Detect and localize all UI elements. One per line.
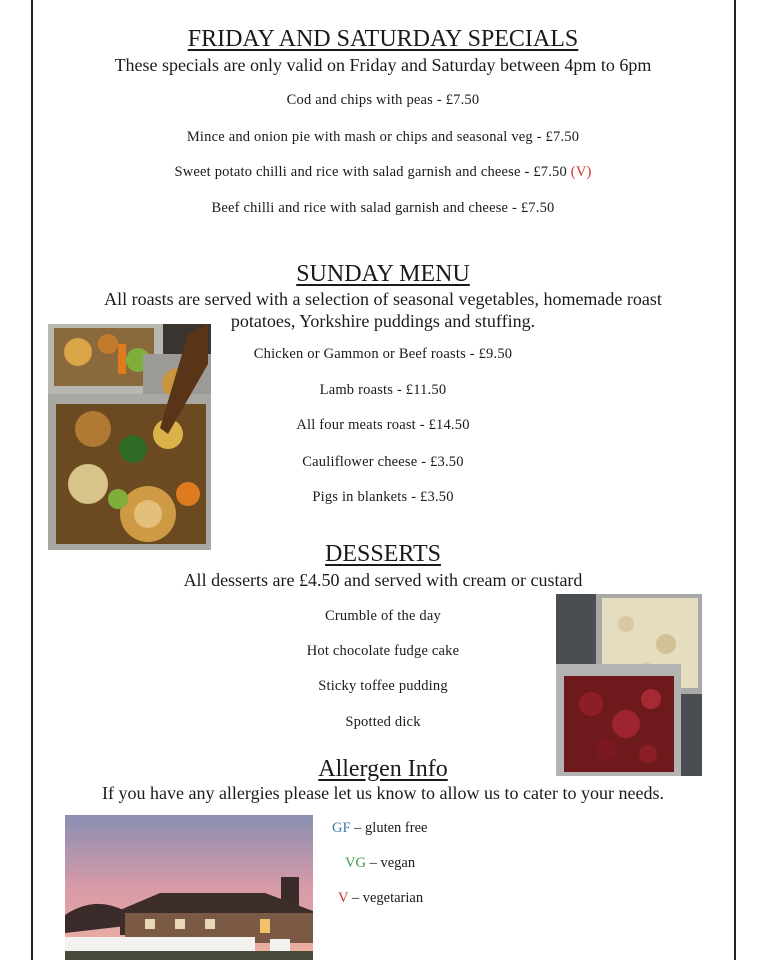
sunday-item: Cauliflower cheese - £3.50 bbox=[302, 454, 464, 470]
sunday-item: Chicken or Gammon or Beef roasts - £9.50 bbox=[253, 346, 513, 362]
desserts-subtitle: All desserts are £4.50 and served with cream or custard bbox=[183, 570, 583, 590]
vegetarian-tag: (V) bbox=[570, 164, 592, 180]
sunday-subtitle-line1: All roasts are served with a selection of seasonal vegetables, homemade roast bbox=[104, 289, 662, 309]
dessert-item: Sticky toffee pudding bbox=[318, 678, 448, 694]
legend-vegetarian bbox=[338, 890, 423, 907]
allergen-heading: Allergen Info bbox=[318, 756, 448, 782]
dessert-item: Spotted dick bbox=[345, 714, 421, 730]
sunday-heading: SUNDAY MENU bbox=[296, 261, 470, 287]
vg-code: VG bbox=[345, 855, 366, 871]
dessert-item: Hot chocolate fudge cake bbox=[306, 643, 460, 659]
v-code: V bbox=[338, 890, 349, 906]
gf-label: – gluten free bbox=[350, 820, 428, 836]
sunday-subtitle-line2: potatoes, Yorkshire puddings and stuffing. bbox=[230, 311, 536, 331]
v-label: – vegetarian bbox=[348, 890, 424, 906]
legend-gluten-free bbox=[332, 820, 427, 837]
sunday-item: All four meats roast - £14.50 bbox=[296, 417, 470, 433]
sunday-item: Lamb roasts - £11.50 bbox=[319, 382, 447, 398]
gf-code: GF bbox=[332, 820, 351, 836]
sunday-item: Pigs in blankets - £3.50 bbox=[312, 489, 454, 505]
specials-item: Beef chilli and rice with salad garnish and cheese - £7.50 bbox=[211, 200, 555, 216]
vg-label: – vegan bbox=[365, 855, 416, 871]
dessert-item: Crumble of the day bbox=[325, 608, 441, 624]
specials-item: Mince and onion pie with mash or chips and seasonal veg - £7.50 bbox=[186, 129, 580, 145]
pub-exterior-photo bbox=[65, 815, 313, 960]
specials-item-veg bbox=[0, 164, 766, 181]
specials-subtitle: These specials are only valid on Friday and Saturday between 4pm to 6pm bbox=[114, 55, 652, 75]
specials-item: Cod and chips with peas - £7.50 bbox=[286, 92, 480, 108]
desserts-heading: DESSERTS bbox=[325, 541, 441, 567]
allergen-subtitle: If you have any allergies please let us know to allow us to cater to your needs. bbox=[101, 783, 664, 803]
specials-item-text: Sweet potato chilli and rice with salad garnish and cheese - £7.50 bbox=[174, 164, 567, 180]
legend-vegan bbox=[345, 855, 415, 872]
specials-heading: FRIDAY AND SATURDAY SPECIALS bbox=[187, 26, 579, 52]
